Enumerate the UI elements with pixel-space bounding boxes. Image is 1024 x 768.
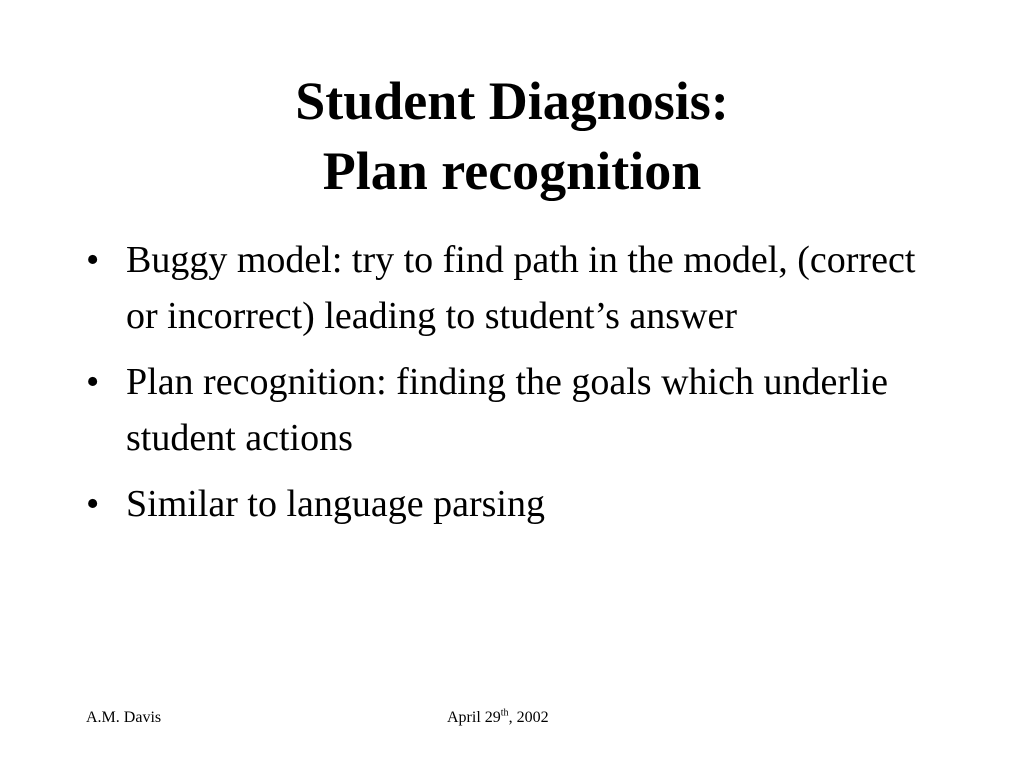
footer-date [447, 708, 549, 728]
bullet-item [86, 232, 956, 344]
bullet-icon: • [86, 361, 100, 403]
title-line-2: Plan recognition [322, 141, 702, 201]
title-line-1: Student Diagnosis: [295, 71, 729, 131]
footer-date-superscript: th [500, 707, 509, 719]
bullet-text: Plan recognition: finding the goals which underlie student actions [126, 361, 888, 459]
bullet-text: Buggy model: try to find path in the model, (correct or incorrect) leading to student’s answer [126, 239, 916, 337]
bullet-item [86, 354, 956, 466]
footer-date-prefix: April 29 [447, 709, 501, 726]
bullet-icon: • [86, 483, 100, 525]
bullet-list [86, 232, 956, 542]
bullet-icon: • [86, 239, 100, 281]
bullet-text: Similar to language parsing [126, 483, 545, 525]
slide-title [0, 66, 1024, 206]
footer-date-suffix: , 2002 [508, 709, 549, 726]
footer-author: A.M. Davis [86, 709, 162, 726]
bullet-item [86, 476, 956, 532]
